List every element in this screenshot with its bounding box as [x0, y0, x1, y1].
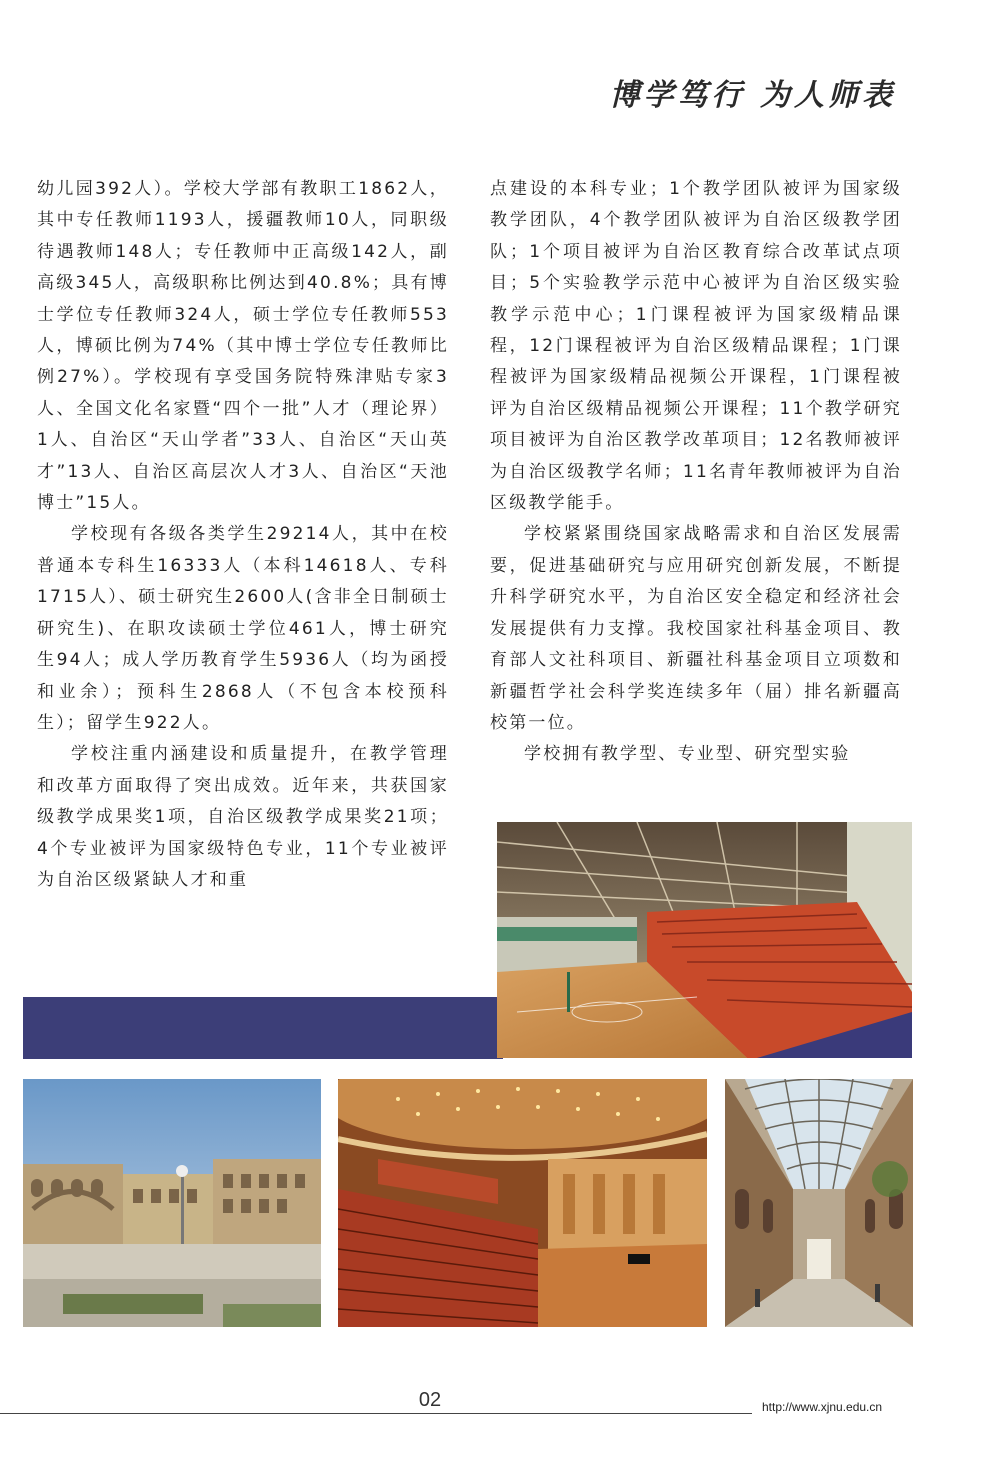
body-paragraph: 点建设的本科专业；1个教学团队被评为国家级教学团队，4个教学团队被评为自治区级教学团队；1个项目被评为自治区教育综合改革试点项目；5个实验教学示范中心被评为自治区级实验教学示范中心；1门课程被评为国家级精品课程，12门课程被评为自治区级精品课程；1门课程被评为国家级精品视频公开课程，1门课程被评为自治区级精品视频公开课程；11个教学研究项目被评为自治区教学改革项目；12名教师被评为自治区级教学名师；11名青年教师被评为自治区级教学能手。	[490, 179, 902, 514]
right-text-column	[490, 174, 902, 771]
header-motto: 博学笃行 为人师表	[609, 78, 896, 113]
concert-hall-photo	[338, 1079, 707, 1327]
body-paragraph: 学校拥有教学型、专业型、研究型实验	[524, 744, 851, 765]
page-number: 02	[418, 1389, 442, 1411]
body-paragraph: 学校注重内涵建设和质量提升，在教学管理和改革方面取得了突出成效。近年来，共获国家级教学成果奖1项，自治区级教学成果奖21项；4个专业被评为国家级特色专业，11个专业被评为自治区级紧缺人才和重	[37, 744, 449, 890]
body-paragraph: 学校紧紧围绕国家战略需求和自治区发展需要，促进基础研究与应用研究创新发展，不断提升科学研究水平，为自治区安全稳定和经济社会发展提供有力支撑。我校国家社科基金项目、教育部人文社科项目、新疆社科基金项目立项数和新疆哲学社会科学奖连续多年（届）排名新疆高校第一位。	[490, 524, 902, 733]
body-paragraph: 学校现有各级各类学生29214人，其中在校普通本专科生16333人（本科14618人、专科1715人）、硕士研究生2600人(含非全日制硕士研究生)、在职攻读硕士学位461人，博士研究生94人；成人学历教育学生5936人（均为函授和业余）；预科生2868人（不包含本校预科生）；留学生922人。	[37, 524, 449, 733]
left-text-column	[37, 174, 449, 896]
website-url: http://www.xjnu.edu.cn	[762, 1400, 883, 1414]
decorative-band	[23, 997, 503, 1059]
footer-divider	[0, 1413, 752, 1414]
gymnasium-photo	[497, 822, 912, 1058]
campus-building-photo	[23, 1079, 321, 1327]
body-paragraph: 幼儿园392人）。学校大学部有教职工1862人，其中专任教师1193人，援疆教师10人，同职级待遇教师148人；专任教师中正高级142人，副高级345人，高级职称比例达到40.8%；具有博士学位专任教师324人，硕士学位专任教师553人，博硕比例为74%（其中博士学位专任教师比例27%）。学校现有享受国务院特殊津贴专家3人、全国文化名家暨“四个一批”人才（理论界）1人、自治区“天山学者”33人、自治区“天山英才”13人、自治区高层次人才3人、自治区“天池博士”15人。	[37, 179, 449, 514]
glass-corridor-photo	[725, 1079, 913, 1327]
